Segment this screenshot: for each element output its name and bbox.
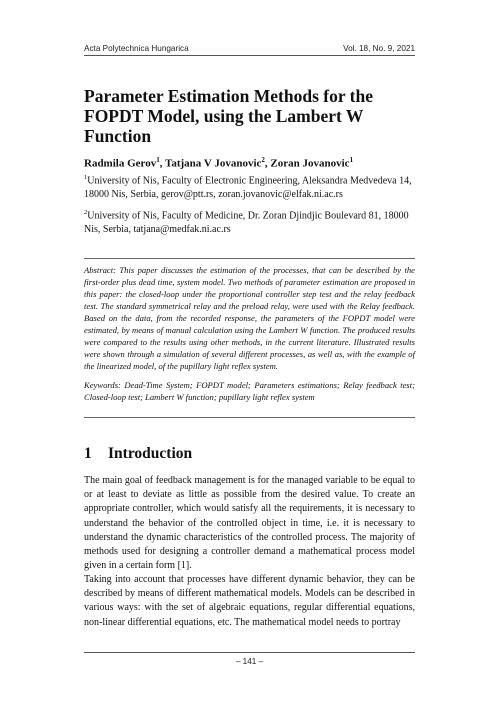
page-number: – 141 – — [235, 657, 264, 666]
affiliation-marker: 1 — [84, 174, 88, 181]
section-title: Introduction — [108, 445, 193, 462]
body-paragraph: The main goal of feedback management is for the managed variable to be equal to or at least to deviate as little as possible from the desired value. To create an appropriate controller, which would satisfy all the requirements, it is necessary to understand the behavior of the controlled object in time, i.e. it is necessary to understand the dynamic characteristics of the controlled process. The majority of methods used for designing a controller demand a mathematical process model given in a certain form [1]. — [84, 475, 415, 572]
volume-info: Vol. 18, No. 9, 2021 — [343, 44, 415, 53]
journal-name: Acta Polytechnica Hungarica — [84, 44, 189, 53]
author-affiliation-marker: 1 — [156, 156, 160, 164]
author-separator: , — [264, 157, 271, 170]
author-affiliation-marker: 1 — [349, 156, 354, 164]
author-name: Zoran Jovanovic — [270, 157, 350, 170]
affiliation-text: University of Nis, Faculty of Electronic Engineering, Aleksandra Medvedeva 14, 18000 Nis, Serbia, gerov@ptt.rs, zoran.jovanovic@elfak.ni.ac.rs — [84, 175, 412, 201]
abstract: Abstract: This paper discusses the estimation of the processes, that can be described by the first-order plus dead time, system model. Two methods of parameter estimation are proposed in this paper: the closed-loop under the proportional controller step test and the relay feedback test. The standard symmetrical relay and the preload relay, were used with the Relay feedback. Based on the data, from the recorded response, the parameters of the FOPDT model were estimated, by means of manual calculation using the Lambert W function. The produced results were compared to the results using other methods, in the current literature. Illustrated results were shown through a simulation of several different processes, as well as, with the example of the linearized model, of the pupillary light reflex system. — [84, 265, 415, 371]
keywords: Keywords: Dead-Time System; FOPDT model; Parameters estimations; Relay feedback test; Closed-loop test; Lambert W function; pupillary light reflex system — [84, 380, 415, 402]
body-paragraph: Taking into account that processes have different dynamic behavior, they can be described by means of different mathematical models. Models can be described in various ways: with the set of algebraic equations, regular differential equations, non-linear differential equations, etc. The mathematical model needs to portray — [84, 574, 415, 628]
affiliation-text: University of Nis, Faculty of Medicine, Dr. Zoran Djindjic Boulevard 81, 18000 Nis, Serbia, tatjana@medfak.ni.ac.rs — [84, 210, 409, 236]
footer-divider — [84, 652, 415, 653]
section-heading — [84, 445, 192, 463]
header-divider — [84, 55, 415, 56]
author-name: Tatjana V Jovanovic — [165, 157, 262, 170]
abstract-top-divider — [84, 258, 415, 259]
affiliation — [84, 171, 415, 202]
running-header — [84, 44, 415, 53]
author-affiliation-marker: 2 — [261, 156, 265, 164]
paper-title: Parameter Estimation Methods for the FOPDT Model, using the Lambert W Function — [84, 86, 374, 146]
author-list — [84, 153, 415, 171]
affiliation — [84, 206, 415, 237]
author-name: Radmila Gerov — [84, 157, 157, 170]
abstract-bottom-divider — [84, 417, 415, 418]
section-number: 1 — [84, 445, 92, 462]
author-separator: , — [159, 157, 166, 170]
affiliation-marker: 2 — [84, 209, 88, 216]
